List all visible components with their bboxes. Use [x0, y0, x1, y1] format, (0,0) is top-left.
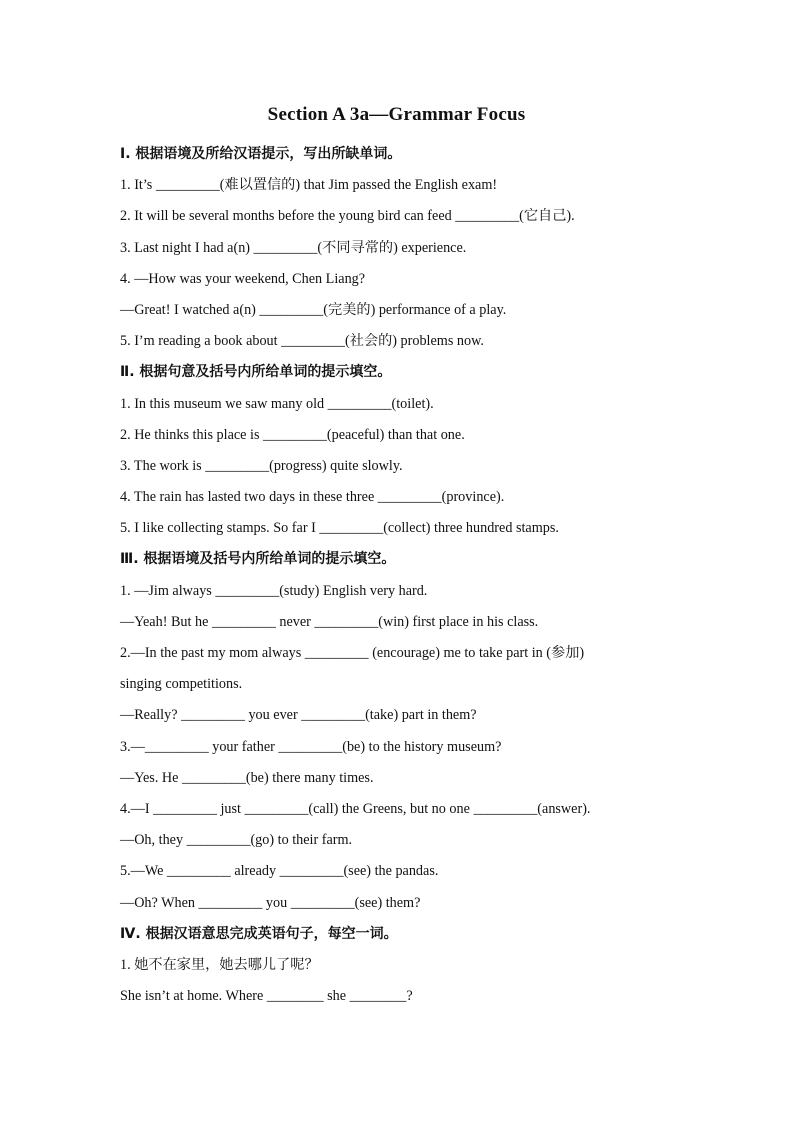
question-line: —Yes. He _________(be) there many times. [120, 769, 374, 786]
question-line: —Great! I watched a(n) _________(完美的) performance of a play. [120, 301, 507, 318]
question-line: 2. It will be several months before the young bird can feed _________(它自己). [120, 208, 575, 225]
page-title: Section A 3a—Grammar Focus [267, 104, 526, 125]
question-line: 1. In this museum we saw many old _________(toilet). [120, 395, 434, 412]
exercise-content [120, 143, 680, 1016]
section-1-heading: Ⅰ. 根据语境及所给汉语提示，写出所缺单词。 [120, 146, 402, 162]
question-line: 2. He thinks this place is _________(peaceful) than that one. [120, 426, 465, 443]
question-line: singing competitions. [120, 676, 243, 693]
question-line: 3.—_________ your father _________(be) to the history museum? [120, 738, 502, 755]
question-line: 5.—We _________ already _________(see) the pandas. [120, 863, 439, 880]
question-line: 5. I’m reading a book about _________(社会的) problems now. [120, 333, 484, 350]
question-line: 4.—I _________ just _________(call) the Greens, but no one _________(answer). [120, 800, 591, 817]
question-line: 4. The rain has lasted two days in these three _________(province). [120, 489, 505, 506]
question-line: —Oh, they _________(go) to their farm. [120, 832, 353, 849]
question-line: She isn’t at home. Where ________ she ________? [120, 988, 413, 1005]
question-line: 3. Last night I had a(n) _________(不同寻常的) experience. [120, 239, 467, 256]
question-line: —Yeah! But he _________ never _________(win) first place in his class. [120, 613, 539, 630]
section-2-heading: Ⅱ. 根据句意及括号内所给单词的提示填空。 [120, 364, 392, 381]
question-line: 1. 她不在家里，她去哪儿了呢？ [120, 956, 319, 973]
section-4-heading: Ⅳ. 根据汉语意思完成英语句子，每空一词。 [120, 925, 398, 942]
question-line: 2.—In the past my mom always _________ (encourage) me to take part in (参加) [120, 645, 585, 661]
question-line: —Oh? When _________ you _________(see) them? [120, 894, 421, 911]
question-line: —Really? _________ you ever _________(take) part in them? [120, 707, 477, 724]
question-line: 4. —How was your weekend, Chen Liang? [120, 270, 366, 287]
question-line: 5. I like collecting stamps. So far I _________(collect) three hundred stamps. [120, 520, 559, 537]
section-3-heading: Ⅲ. 根据语境及括号内所给单词的提示填空。 [120, 551, 396, 568]
question-line: 3. The work is _________(progress) quite slowly. [120, 457, 403, 474]
question-line: 1. It’s _________(难以置信的) that Jim passed the English exam! [120, 177, 498, 194]
question-line: 1. —Jim always _________(study) English very hard. [120, 582, 428, 599]
